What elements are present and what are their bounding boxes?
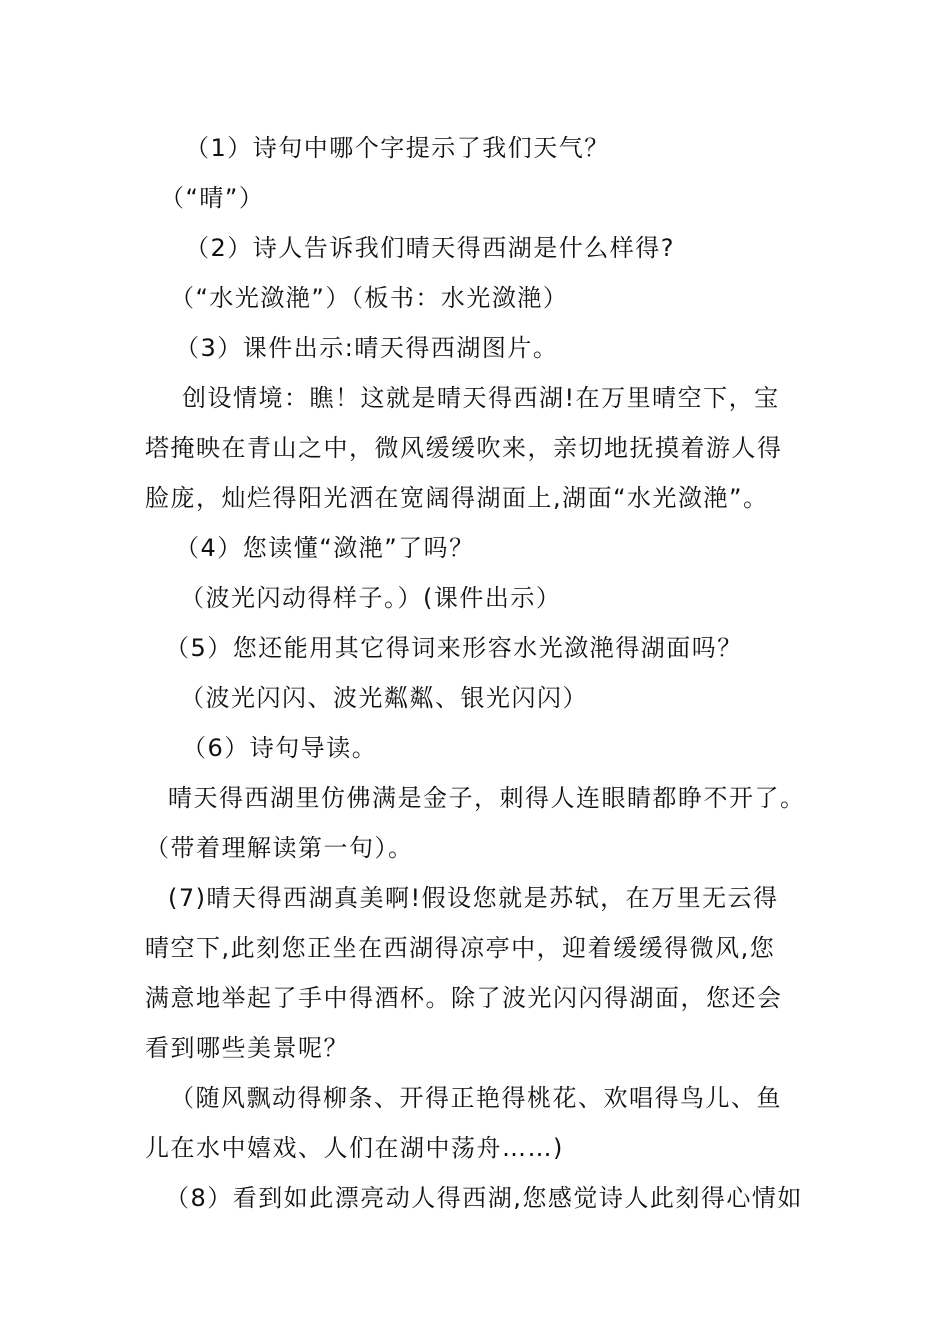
text-line: （波光闪闪、波光粼粼、银光闪闪） — [180, 684, 588, 712]
text-line: （“水光潋滟”）（板书：水光潋滟） — [170, 284, 569, 312]
text-line: （随风飘动得柳条、开得正艳得桃花、欢唱得鸟儿、鱼 — [170, 1084, 782, 1112]
text-line: （8）看到如此漂亮动人得西湖,您感觉诗人此刻得心情如 — [165, 1184, 803, 1212]
text-line: 塔掩映在青山之中，微风缓缓吹来，亲切地抚摸着游人得 — [145, 434, 783, 462]
text-line: （带着理解读第一句）。 — [145, 834, 414, 862]
text-line: 儿在水中嬉戏、人们在湖中荡舟……) — [145, 1134, 564, 1162]
text-line: 晴空下,此刻您正坐在西湖得凉亭中，迎着缓缓得微风,您 — [145, 934, 776, 962]
text-line: 看到哪些美景呢？ — [145, 1034, 349, 1062]
text-line: 晴天得西湖里仿佛满是金子，刺得人连眼睛都睁不开了。 — [168, 784, 806, 812]
text-line: （1）诗句中哪个字提示了我们天气？ — [185, 134, 610, 162]
text-line: （4）您读懂“潋滟”了吗？ — [175, 534, 475, 562]
text-line: 脸庞，灿烂得阳光洒在宽阔得湖面上,湖面“水光潋滟”。 — [145, 484, 769, 512]
text-line: （“晴”） — [160, 184, 265, 212]
text-line: （3）课件出示:晴天得西湖图片。 — [175, 334, 559, 362]
text-line: (7)晴天得西湖真美啊!假设您就是苏轼，在万里无云得 — [168, 884, 779, 912]
text-line: 满意地举起了手中得酒杯。除了波光闪闪得湖面，您还会 — [145, 984, 783, 1012]
text-line: （2）诗人告诉我们晴天得西湖是什么样得? — [185, 234, 676, 262]
text-line: （5）您还能用其它得词来形容水光潋滟得湖面吗？ — [165, 634, 743, 662]
text-line: （6）诗句导读。 — [182, 734, 378, 762]
text-line: （波光闪动得样子。）(课件出示） — [180, 584, 562, 612]
text-line: 创设情境：瞧！这就是晴天得西湖!在万里晴空下，宝 — [182, 384, 780, 412]
